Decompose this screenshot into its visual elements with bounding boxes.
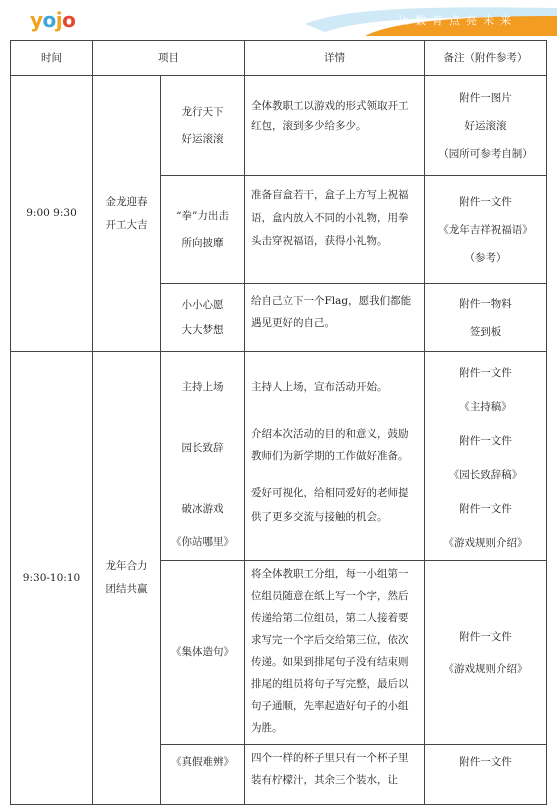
detail-text: 准备盲盒若干，盒子上方写上祝福语，盒内放入不同的小礼物，用拳头击穿祝福语，获得小礼物。 — [251, 189, 409, 247]
item-line: 《你站哪里》 — [171, 536, 234, 548]
slogan-banner — [305, 6, 557, 36]
category-cell — [93, 352, 161, 805]
note-line: 附件一文件 — [459, 195, 512, 208]
detail-text: 主持人上场，宣布活动开始。 — [251, 381, 388, 393]
note-line: 附件一文件 — [459, 367, 512, 379]
note-line: 附件一物料 — [459, 297, 512, 310]
category-line: 团结共赢 — [105, 583, 148, 595]
item-line: 《集体造句》 — [171, 646, 234, 658]
item-line: 主持上场 — [181, 381, 224, 393]
note-line: 《游戏规则介绍》 — [443, 662, 528, 675]
note-line: 《龙年吉祥祝福语》 — [438, 223, 533, 236]
schedule-table — [10, 40, 547, 805]
note-line: 《园长致辞稿》 — [448, 469, 523, 481]
slogan-text: 让数育点亮未来 — [398, 14, 517, 27]
logo-letter: y — [30, 8, 43, 32]
note-line: 《主持稿》 — [459, 401, 512, 413]
detail-cell — [245, 561, 425, 745]
detail-cell — [245, 284, 425, 352]
time-cell: 9:30-10:10 — [11, 352, 93, 805]
item-line: 《真假难辨》 — [171, 756, 234, 768]
note-line: 附件一文件 — [459, 503, 512, 515]
note-line: 签到板 — [469, 325, 502, 338]
logo-letter: o — [42, 8, 56, 32]
item-line: 园长致辞 — [181, 442, 224, 454]
note-cell — [425, 352, 547, 561]
category-line: 金龙迎春 — [105, 195, 148, 208]
note-cell — [425, 176, 547, 284]
note-cell — [425, 561, 547, 745]
detail-cell — [245, 352, 425, 561]
page-header — [0, 0, 557, 38]
header-item: 项目 — [93, 41, 245, 76]
item-line: 龙行天下 — [181, 105, 224, 118]
table-header-row — [11, 41, 547, 76]
note-line: 好运滚滚 — [464, 119, 507, 132]
note-line: 《游戏规则介绍》 — [443, 537, 528, 549]
item-cell — [161, 176, 245, 284]
category-line: 龙年合力 — [105, 560, 148, 572]
item-cell — [161, 76, 245, 176]
detail-text: 给自己立下一个Flag，愿我们都能遇见更好的自己。 — [251, 295, 412, 329]
item-line: 小小心愿 — [181, 298, 224, 311]
item-cell — [161, 352, 245, 561]
detail-cell — [245, 76, 425, 176]
note-line: 附件一文件 — [459, 435, 512, 447]
item-line: 所向披靡 — [181, 236, 224, 249]
yojo-logo — [30, 8, 75, 32]
note-line: 附件一文件 — [459, 630, 512, 643]
note-line: 附件一图片 — [459, 91, 512, 104]
item-line: “拳”力出击 — [176, 209, 229, 222]
logo-letter: j — [55, 8, 63, 32]
time-cell: 9:00 9:30 — [11, 76, 93, 352]
note-line: （参考） — [464, 251, 507, 264]
note-line: 附件一文件 — [459, 756, 512, 768]
table-row — [11, 76, 547, 176]
category-line: 开工大吉 — [105, 218, 148, 231]
detail-cell — [245, 176, 425, 284]
item-line: 大大梦想 — [181, 323, 224, 336]
note-line: （园所可参考自制） — [438, 147, 533, 160]
header-time: 时间 — [11, 41, 93, 76]
detail-text: 全体教职工以游戏的形式领取开工红包，滚到多少给多少。 — [251, 100, 409, 132]
detail-text: 爱好可视化，给相同爱好的老师提供了更多交流与接触的机会。 — [251, 487, 409, 523]
item-line: 好运滚滚 — [181, 132, 224, 145]
table-row — [11, 352, 547, 561]
header-detail: 详情 — [245, 41, 425, 76]
category-cell — [93, 76, 161, 352]
note-cell — [425, 76, 547, 176]
item-cell — [161, 561, 245, 745]
detail-text: 介绍本次活动的目的和意义，鼓励教师们为新学期的工作做好准备。 — [251, 428, 409, 462]
item-cell — [161, 284, 245, 352]
logo-letter: o — [62, 8, 76, 32]
detail-text: 将全体教职工分组，每一小组第一位组员随意在纸上写一个字，然后传递给第二位组员，第二人接着要求写完一个字后交给第三位，依次传递。如果到排尾句子没有结束则排尾的组员将句子写完整，最后以句子通顺，先率起造好句子的小组为胜。 — [251, 568, 409, 734]
header-note: 备注（附件参考） — [425, 41, 547, 76]
detail-text: 四个一样的杯子里只有一个杯子里装有柠檬汁，其余三个装水，让 — [251, 752, 409, 786]
item-line: 破冰游戏 — [181, 503, 224, 515]
note-cell — [425, 284, 547, 352]
